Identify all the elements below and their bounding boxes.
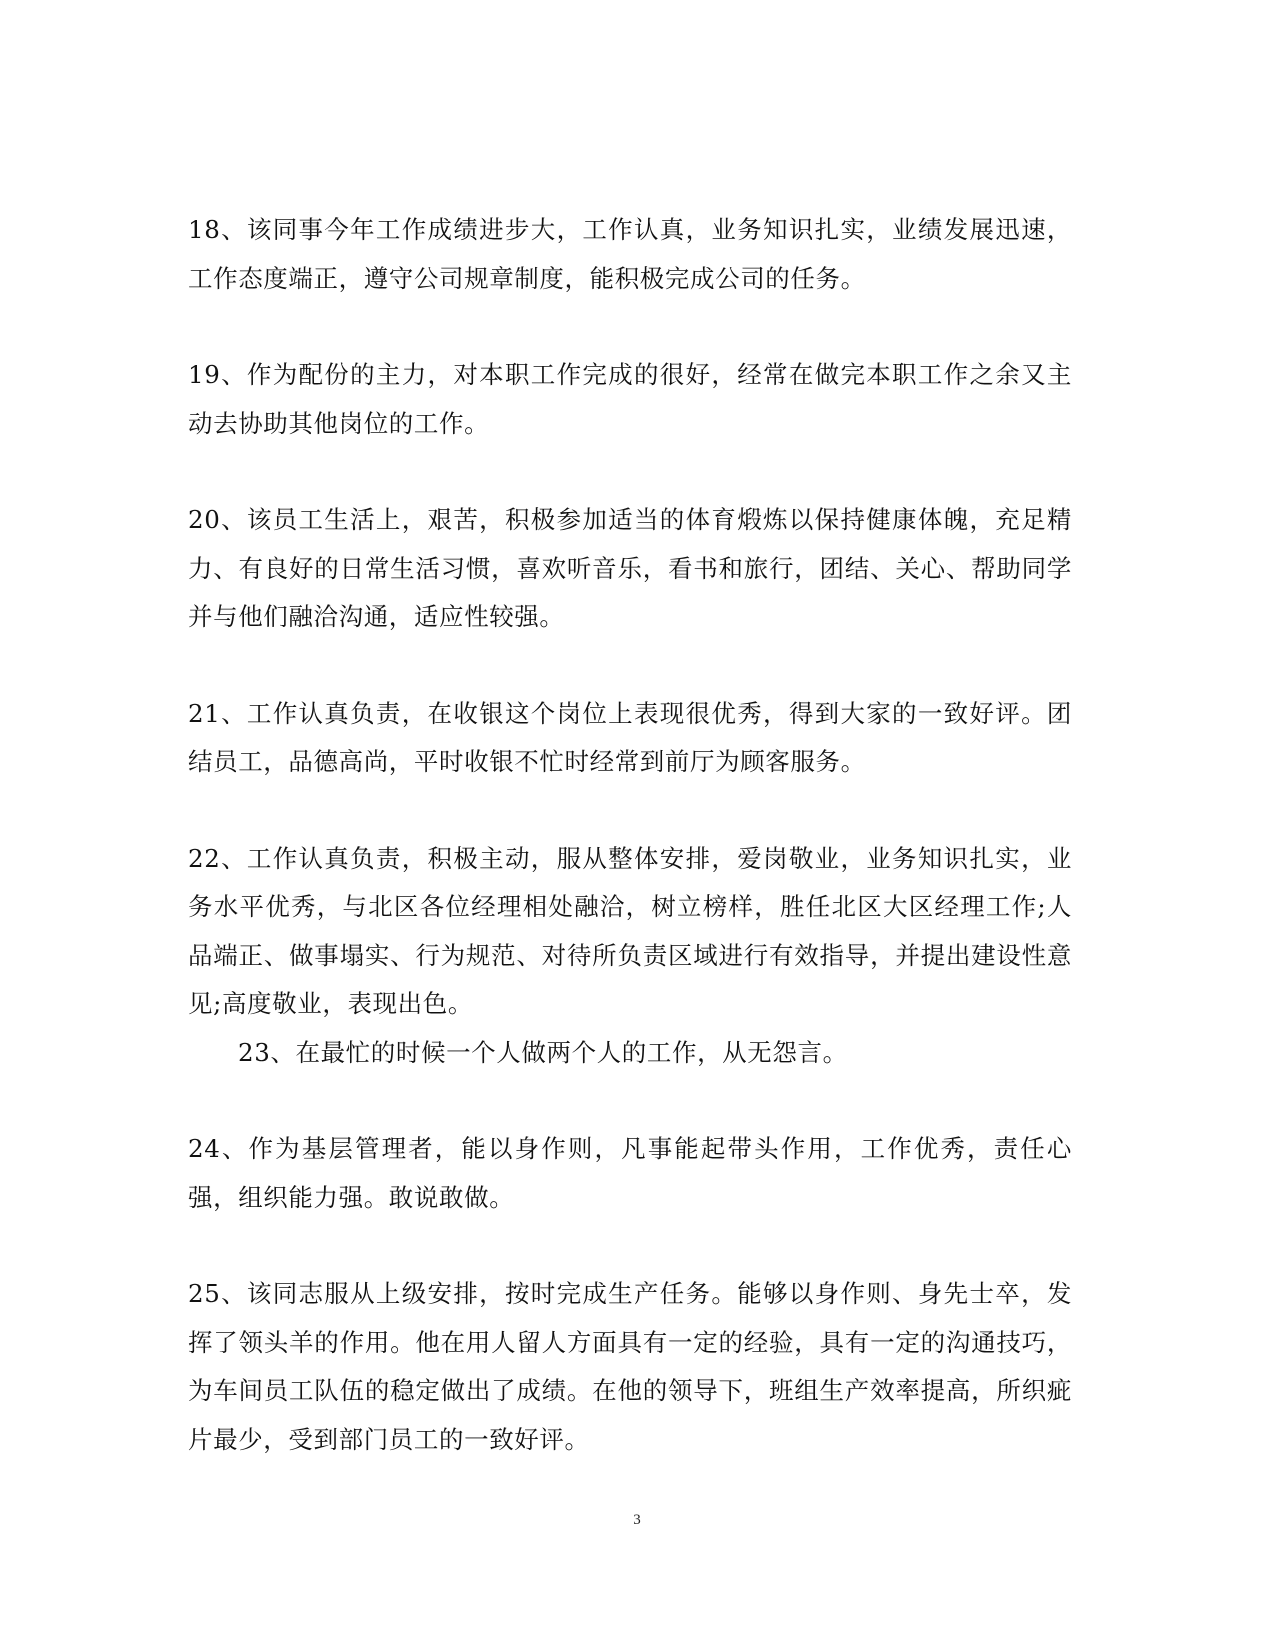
paragraph-22: 22、工作认真负责，积极主动，服从整体安排，爱岗敬业，业务知识扎实，业务水平优秀，与北区各位经理相处融洽，树立榜样，胜任北区大区经理工作;人品端正、做事塌实、行为规范、对待所负责区域进行有效指导，并提出建设性意见;高度敬业，表现出色。 — [188, 843, 1072, 1018]
paragraph-24: 24、作为基层管理者，能以身作则，凡事能起带头作用，工作优秀，责任心强，组织能力强。敢说敢做。 — [188, 1134, 1072, 1212]
page-number: 3 — [633, 1512, 641, 1528]
paragraph-23: 23、在最忙的时候一个人做两个人的工作，从无怨言。 — [238, 1037, 848, 1067]
paragraph-18: 18、该同事今年工作成绩进步大，工作认真，业务知识扎实，业绩发展迅速，工作态度端正，遵守公司规章制度，能积极完成公司的任务。 — [188, 215, 1072, 293]
paragraph-19: 19、作为配份的主力，对本职工作完成的很好，经常在做完本职工作之余又主动去协助其他岗位的工作。 — [188, 360, 1072, 438]
paragraph-21: 21、工作认真负责，在收银这个岗位上表现很优秀，得到大家的一致好评。团结员工，品德高尚，平时收银不忙时经常到前厅为顾客服务。 — [188, 698, 1072, 776]
paragraph-20: 20、该员工生活上，艰苦，积极参加适当的体育煅炼以保持健康体魄，充足精力、有良好的日常生活习惯，喜欢听音乐，看书和旅行，团结、关心、帮助同学并与他们融洽沟通，适应性较强。 — [188, 505, 1072, 631]
document-body — [188, 206, 1072, 1464]
paragraph-25: 25、该同志服从上级安排，按时完成生产任务。能够以身作则、身先士卒，发挥了领头羊的作用。他在用人留人方面具有一定的经验，具有一定的沟通技巧，为车间员工队伍的稳定做出了成绩。在他的领导下，班组生产效率提高，所织疵片最少，受到部门员工的一致好评。 — [188, 1279, 1072, 1454]
